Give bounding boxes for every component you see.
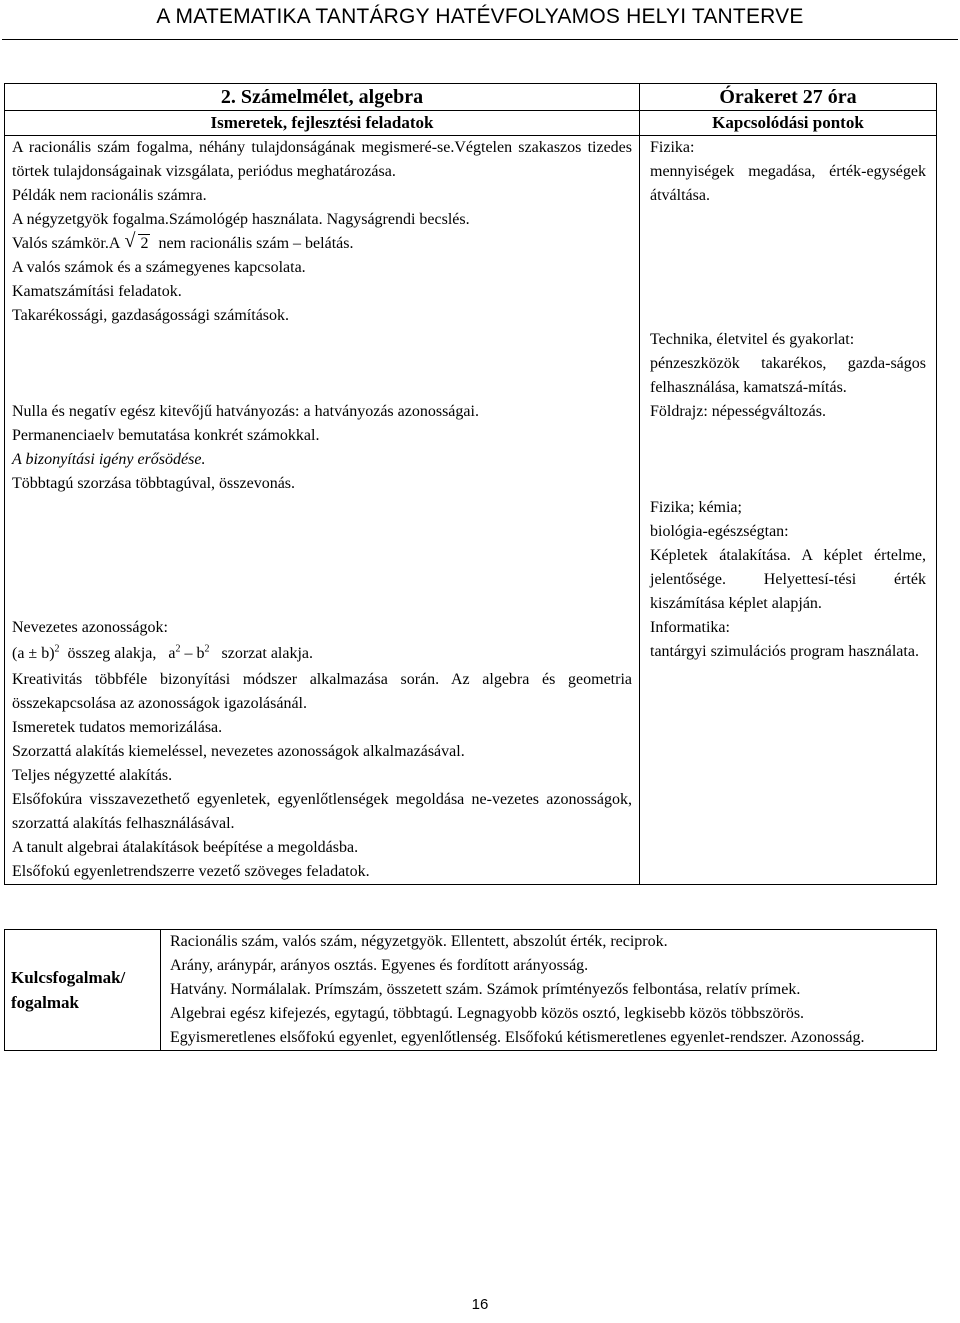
- text-fragment: nem racionális szám – belátás.: [158, 235, 354, 252]
- text-fragment: Valós számkör.A: [12, 235, 121, 252]
- text-line: Kamatszámítási feladatok.: [12, 283, 182, 300]
- text-line: A racionális szám fogalma, néhány tulajdonságának megismeré-se.Végtelen szakaszos tizedes törtek tulajdonságainak vizsgálata, periódus meghatározása.: [12, 139, 632, 180]
- text-line: Földrajz: népességváltozás.: [650, 403, 826, 420]
- curriculum-table: [4, 83, 937, 885]
- concept-line: Racionális szám, valós szám, négyzetgyök. Ellentett, abszolút érték, reciprok.: [170, 933, 668, 950]
- text-line: Elsőfokú egyenletrendszerre vezető szöveges feladatok.: [12, 863, 370, 880]
- text-line: Képletek átalakítása. A képlet értelme, jelentősége. Helyettesí-tési érték kiszámítása képlet alapján.: [650, 547, 926, 612]
- document-title: A MATEMATIKA TANTÁRGY HATÉVFOLYAMOS HELYI TANTERVE: [156, 5, 804, 28]
- concept-line: Hatvány. Normálalak. Prímszám, összetett szám. Számok prímtényezős felbontása, relatív prímek.: [170, 981, 801, 998]
- header-rule: [2, 39, 958, 40]
- text-line: Ismeretek tudatos memorizálása.: [12, 719, 223, 736]
- text-line: Takarékossági, gazdaságossági számítások.: [12, 307, 290, 324]
- text-line: Elsőfokúra visszavezethető egyenletek, egyenlőtlenségek megoldása ne-vezetes azonosságok, szorzattá alakítás felhasználásával.: [12, 791, 632, 832]
- text-line: Kreativitás többféle bizonyítási módszer alkalmazása során. Az algebra és geometria összekapcsolása az azonosságok igazolásánál.: [12, 671, 632, 712]
- subject-label: biológia-egészségtan:: [650, 523, 789, 540]
- text-line: Nevezetes azonosságok:: [12, 619, 168, 636]
- formula-square-of-sum: (a ± b): [12, 645, 55, 662]
- page-header: [0, 0, 960, 44]
- text-line: Teljes négyzetté alakítás.: [12, 767, 173, 784]
- hours-label: Órakeret 27 óra: [640, 84, 937, 111]
- key-concepts-list: [161, 930, 937, 1051]
- column-header-tasks: Ismeretek, fejlesztési feladatok: [5, 111, 640, 136]
- formula-line: $(a \pm b)^2$ összeg alakja, $a^2 - b^2$ szorzat alakja.: [12, 643, 314, 662]
- subject-label: Informatika:: [650, 619, 730, 636]
- text-line: tantárgyi szimulációs program használata.: [650, 643, 919, 660]
- text-line: Példák nem racionális számra.: [12, 187, 207, 204]
- key-concepts-table: [4, 929, 937, 1051]
- subject-label: Fizika; kémia;: [650, 499, 742, 516]
- column-header-connections: Kapcsolódási pontok: [640, 111, 937, 136]
- subject-label: Fizika:: [650, 139, 695, 156]
- concept-line: Arány, aránypár, arányos osztás. Egyenes és fordított arányosság.: [170, 957, 589, 974]
- text-line: A tanult algebrai átalakítások beépítése a megoldásba.: [12, 839, 359, 856]
- text-line: Többtagú szorzása többtagúval, összevonás.: [12, 475, 296, 492]
- text-line: mennyiségek megadása, érték-egységek átváltása.: [650, 163, 926, 204]
- concept-line: Egyismeretlenes elsőfokú egyenlet, egyenlőtlenség. Elsőfokú kétismeretlenes egyenlet-rendszer. Azonosság.: [170, 1029, 865, 1046]
- text-line: pénzeszközök takarékos, gazda-ságos felhasználása, kamatszá-mítás.: [650, 355, 926, 396]
- concept-line: Algebrai egész kifejezés, egytagú, többtagú. Legnagyobb közös osztó, legkisebb közös többszörös.: [170, 1005, 805, 1022]
- text-line: A négyzetgyök fogalma.Számológép használata. Nagyságrendi becslés.: [12, 211, 470, 228]
- tasks-cell: [5, 136, 640, 885]
- text-line: Szorzattá alakítás kiemeléssel, nevezetes azonosságok alkalmazásával.: [12, 743, 465, 760]
- text-line: A valós számok és a számegyenes kapcsolata.: [12, 259, 306, 276]
- text-line: A bizonyítási igény erősödése.: [12, 451, 206, 468]
- text-line: Permanenciaelv bemutatása konkrét számokkal.: [12, 427, 320, 444]
- topic-title: 2. Számelmélet, algebra: [5, 84, 640, 111]
- key-concepts-label: Kulcsfogalmak/ fogalmak: [5, 930, 161, 1051]
- square-root-symbol: √ 2: [124, 230, 149, 252]
- text-line: [12, 232, 632, 256]
- formula-difference-of-squares: a: [168, 645, 176, 662]
- page-number: 16: [471, 1296, 489, 1313]
- connections-cell: [640, 136, 937, 885]
- subject-label: Technika, életvitel és gyakorlat:: [650, 331, 855, 348]
- text-line: Nulla és negatív egész kitevőjű hatványozás: a hatványozás azonosságai.: [12, 403, 479, 420]
